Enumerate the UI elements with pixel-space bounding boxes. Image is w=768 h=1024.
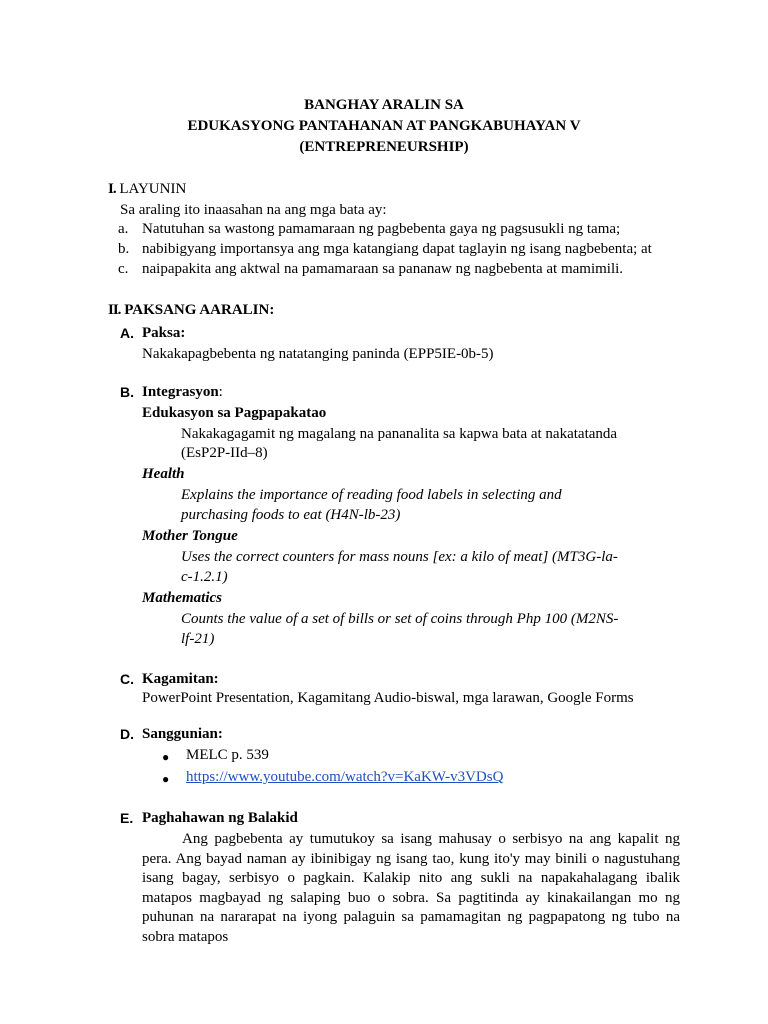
objective-c: naipapakita ang aktwal na pamamaraan sa pananaw ng nagbebenta at mamimili. — [142, 261, 624, 277]
item-b-colon: : — [218, 384, 223, 400]
reference-melc: MELC p. 539 — [186, 747, 269, 763]
item-e-mark: E. — [120, 810, 134, 826]
section-1-heading — [108, 181, 186, 198]
integration-health-name: Health — [142, 466, 185, 482]
integration-mt-line-1: Uses the correct counters for mass nouns [ex: a kilo of meat] (MT3G-la- — [181, 549, 618, 565]
objective-mark-a: a. — [118, 221, 129, 237]
integration-esp-name: Edukasyon sa Pagpapakatao — [142, 405, 327, 421]
reference-youtube-link[interactable]: https://www.youtube.com/watch?v=KaKW-v3VDsQ — [186, 769, 504, 785]
obstacle-paragraph — [142, 830, 680, 948]
item-e-label: Paghahawan ng Balakid — [142, 810, 298, 826]
section-1-title: LAYUNIN — [119, 181, 187, 197]
bullet-icon: ● — [162, 750, 170, 764]
objective-mark-b: b. — [118, 241, 130, 257]
item-b-mark: B. — [120, 384, 134, 400]
item-c-mark: C. — [120, 671, 134, 687]
integration-esp-line-1: Nakakagagamit ng magalang na pananalita sa kapwa bata at nakatatanda — [181, 426, 618, 442]
integration-health-line-1: Explains the importance of reading food labels in selecting and — [181, 487, 562, 503]
integration-esp-line-2: (EsP2P-IId–8) — [181, 445, 268, 461]
title-line-1: BANGHAY ARALIN SA — [304, 97, 464, 113]
integration-mt-name: Mother Tongue — [142, 528, 238, 544]
item-a-mark: A. — [120, 325, 134, 341]
objectives-intro: Sa araling ito inaasahan na ang mga bata ay: — [120, 202, 387, 218]
title-line-2: EDUKASYONG PANTAHANAN AT PANGKABUHAYAN V — [187, 118, 581, 134]
item-d-label: Sanggunian: — [142, 726, 223, 742]
integration-health-line-2: purchasing foods to eat (H4N-lb-23) — [181, 507, 401, 523]
item-a-label: Paksa: — [142, 325, 186, 341]
objective-mark-c: c. — [118, 261, 129, 277]
item-d-mark: D. — [120, 726, 134, 742]
integration-math-name: Mathematics — [142, 590, 223, 606]
title-line-3: (ENTREPRENEURSHIP) — [299, 139, 469, 155]
topic-text: Nakakapagbebenta ng natatanging paninda (EPP5IE-0b-5) — [142, 346, 494, 362]
integration-math-line-1: Counts the value of a set of bills or set of coins through Php 100 (M2NS- — [181, 611, 619, 627]
materials-text: PowerPoint Presentation, Kagamitang Audio-biswal, mga larawan, Google Forms — [142, 690, 634, 706]
item-c-label: Kagamitan: — [142, 671, 219, 687]
item-b-label-wrap — [142, 384, 223, 401]
objective-b: nabibigyang importansya ang mga katangiang dapat taglayin ng isang nagbebenta; at — [142, 241, 652, 257]
bullet-icon: ● — [162, 772, 170, 786]
integration-math-line-2: lf-21) — [181, 631, 215, 647]
obstacle-paragraph-text: Ang pagbebenta ay tumutukoy sa isang mahusay o serbisyo na ang kapalit ng pera. Ang bayad naman ay ibinibigay ng isang tao, kung ito'y may binili o nagustuhang isang bagay, serbisyo o pagkain. Kalakip nito ang sukli na napakahalagang ibalik matapos magbayad ng salaping buo o sobra. Sa pagtitinda ay kinakailangan mo ng puhunan na nararapat na iyong palaguin sa pamamagitan ng pagpapatong ng tubo na sobra matapos — [142, 831, 680, 945]
section-1-numeral: I. — [108, 181, 116, 197]
item-b-label: Integrasyon — [142, 384, 219, 400]
section-2-heading — [108, 302, 274, 319]
objective-a: Natutuhan sa wastong pamamaraan ng pagbebenta gaya ng pagsusukli ng tama; — [142, 221, 621, 237]
section-2-title: PAKSANG AARALIN: — [124, 302, 275, 318]
section-2-numeral: II. — [108, 302, 121, 318]
integration-mt-line-2: c-1.2.1) — [181, 569, 228, 585]
